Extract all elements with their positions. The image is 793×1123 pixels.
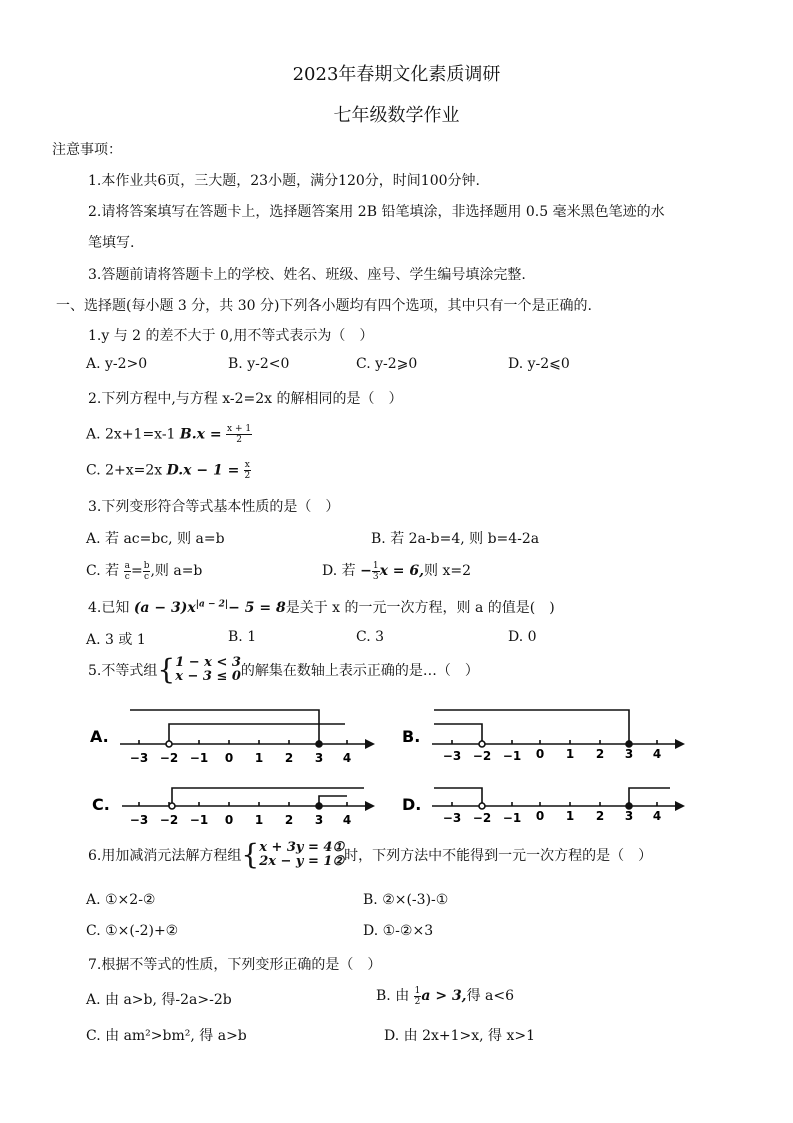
option-label-c: C. <box>92 795 110 814</box>
q7-option-b <box>376 985 514 1007</box>
tick-label: −3 <box>129 751 149 765</box>
q3-d-suffix: 则 x=2 <box>424 563 471 579</box>
q4-expression-rest: − 5 = 8 <box>228 600 286 616</box>
q5-system <box>175 656 241 684</box>
notes-heading: 注意事项： <box>52 142 122 158</box>
q6-system <box>259 841 344 869</box>
q2-option-b-prefix: B.x = <box>179 426 222 443</box>
q1-option-a: A. y-2>0 <box>86 356 148 372</box>
minus-sign: − <box>360 563 372 579</box>
b-open-point <box>479 741 485 747</box>
q2-option-c-d <box>86 460 251 481</box>
fraction-denominator: c <box>124 571 130 582</box>
d-open-point <box>479 803 485 809</box>
tick-label: −1 <box>189 751 209 765</box>
tick-label: −1 <box>189 813 209 827</box>
q6-suffix: 时，下列方法中不能得到一元一次方程的是（ ） <box>344 848 653 864</box>
note-2-cont: 笔填写. <box>88 235 135 251</box>
q1-option-b: B. y-2<0 <box>228 356 290 372</box>
fraction-denominator: c <box>144 571 150 582</box>
tick-label: −3 <box>442 749 462 763</box>
q3-c-prefix: C. 若 <box>86 563 120 579</box>
tick-label: −3 <box>129 813 149 827</box>
q3-c-suffix: ,则 a=b <box>150 563 203 579</box>
q6-option-b: B. ②×(-3)-① <box>363 892 449 908</box>
q3-option-a: A. 若 ac=bc, 则 a=b <box>86 531 225 547</box>
q4-option-a: A. 3 或 1 <box>86 632 146 648</box>
q6-option-d: D. ①-②×3 <box>363 923 434 939</box>
b-bar-left <box>434 724 482 744</box>
arrow-a-icon <box>365 739 375 749</box>
q4-prefix: 4.已知 <box>88 600 130 616</box>
q5-suffix: 的解集在数轴上表示正确的是…（ ） <box>240 663 479 679</box>
equals-sign: = <box>130 563 143 579</box>
fraction-denominator: 2 <box>244 471 251 481</box>
option-label-a: A. <box>90 727 109 746</box>
q3-d-prefix: D. 若 <box>322 563 356 579</box>
tick-label: 4 <box>342 751 352 765</box>
q6-option-c: C. ①×(-2)+② <box>86 923 179 939</box>
q2-option-d-fraction <box>244 460 251 481</box>
d-bar-right <box>629 788 670 806</box>
q5-line-2: x − 3 ≤ 0 <box>175 669 241 684</box>
q5-line-1: 1 − x < 3 <box>175 655 241 670</box>
option-label-d: D. <box>402 795 422 814</box>
exam-title: 2023年春期文化素质调研 <box>292 64 501 85</box>
q4-option-b: B. 1 <box>228 629 257 645</box>
note-2: 2.请将答案填写在答题卡上，选择题答案用 2B 铅笔填涂，非选择题用 0.5 毫米黑色笔迹的水 <box>88 204 665 220</box>
tick-label: −2 <box>472 811 492 825</box>
tick-label: 1 <box>565 809 575 823</box>
q6-line-1: x + 3y = 4① <box>259 840 345 855</box>
tick-label: −2 <box>159 751 179 765</box>
exam-subtitle: 七年级数学作业 <box>333 105 460 126</box>
question-6-stem <box>88 838 653 871</box>
d-bar-left <box>434 788 482 806</box>
brace-icon: { <box>157 653 176 686</box>
arrow-d-icon <box>675 801 685 811</box>
tick-label: 1 <box>565 747 575 761</box>
note-3: 3.答题前请将答题卡上的学校、姓名、班级、座号、学生编号填涂完整. <box>88 267 526 283</box>
question-7-stem: 7.根据不等式的性质，下列变形正确的是（ ） <box>88 957 382 973</box>
q1-option-c: C. y-2⩾0 <box>356 356 418 372</box>
fraction-numerator: a <box>124 560 130 571</box>
c-open-point <box>169 803 175 809</box>
tick-label: 4 <box>342 813 352 827</box>
q2-option-d-prefix: D.x − 1 = <box>166 462 240 479</box>
fraction-numerator: 1 <box>372 560 379 571</box>
a-bar-upper <box>130 710 319 744</box>
q4-suffix: 是关于 x 的一元一次方程，则 a 的值是( ) <box>285 600 555 616</box>
tick-label: 0 <box>224 813 234 827</box>
tick-label: −2 <box>472 749 492 763</box>
tick-label: 0 <box>224 751 234 765</box>
arrow-b-icon <box>675 739 685 749</box>
question-2-stem: 2.下列方程中,与方程 x-2=2x 的解相同的是（ ） <box>88 391 403 407</box>
q3-option-b: B. 若 2a-b=4, 则 b=4-2a <box>371 531 540 547</box>
fraction-denominator: 2 <box>414 996 421 1007</box>
q3-d-expression: x = 6, <box>379 563 425 579</box>
q6-option-a: A. ①×2-② <box>86 892 156 908</box>
q4-option-c: C. 3 <box>356 629 385 645</box>
b-bar-right <box>434 710 629 744</box>
q7-b-prefix: B. 由 <box>376 988 410 1004</box>
q4-expression: (a − 3)x <box>133 600 196 616</box>
tick-label: 3 <box>314 751 324 765</box>
arrow-c-icon <box>365 801 375 811</box>
fraction-denominator: 2 <box>236 435 242 445</box>
tick-label: −2 <box>159 813 179 827</box>
q3-option-d <box>322 560 471 582</box>
tick-label: 3 <box>624 747 634 761</box>
tick-label: 2 <box>284 751 294 765</box>
tick-label: −1 <box>502 811 522 825</box>
tick-label: 4 <box>652 747 662 761</box>
section-heading: 一、选择题(每小题 3 分，共 30 分)下列各小题均有四个选项，其中只有一个是正确的. <box>56 298 592 314</box>
q4-exponent: |a − 2| <box>195 599 229 610</box>
q6-prefix: 6.用加减消元法解方程组 <box>88 848 242 864</box>
q7-option-d: D. 由 2x+1>x, 得 x>1 <box>384 1028 536 1044</box>
question-4-stem <box>88 597 555 617</box>
question-3-stem: 3.下列变形符合等式基本性质的是（ ） <box>88 499 340 515</box>
q4-option-d: D. 0 <box>508 629 537 645</box>
q2-option-a: A. 2x+1=x-1 <box>86 426 176 443</box>
tick-label: 2 <box>595 809 605 823</box>
tick-label: 0 <box>535 809 545 823</box>
fraction-numerator: 1 <box>414 985 421 996</box>
tick-label: 3 <box>624 809 634 823</box>
q3-c-fraction-1 <box>124 561 131 582</box>
tick-label: 4 <box>652 809 662 823</box>
tick-label: −3 <box>442 811 462 825</box>
q7-option-a: A. 由 a>b, 得-2a>-2b <box>86 992 232 1008</box>
fraction-numerator: x + 1 <box>227 424 252 434</box>
tick-label: −1 <box>502 749 522 763</box>
c-bar-long <box>172 788 364 806</box>
a-open-point <box>166 741 172 747</box>
c-bar-short <box>319 796 347 806</box>
q2-option-b-fraction <box>226 424 252 445</box>
a-closed-point <box>316 741 322 747</box>
brace-icon: { <box>241 838 260 871</box>
note-1: 1.本作业共6页，三大题，23小题，满分120分，时间100分钟. <box>88 173 480 189</box>
q3-option-c <box>86 560 202 582</box>
q1-option-d: D. y-2⩽0 <box>508 356 570 372</box>
tick-label: 0 <box>535 747 545 761</box>
option-label-b: B. <box>402 727 421 746</box>
number-line-figures <box>0 700 793 830</box>
fraction-numerator: b <box>143 560 150 571</box>
q2-option-a-b <box>86 424 252 445</box>
tick-label: 1 <box>254 813 264 827</box>
tick-label: 1 <box>254 751 264 765</box>
tick-label: 2 <box>595 747 605 761</box>
tick-label: 3 <box>314 813 324 827</box>
q6-line-2: 2x − y = 1② <box>259 854 345 869</box>
q7-b-suffix: 得 a<6 <box>466 988 514 1004</box>
fraction-denominator: 3 <box>372 571 379 582</box>
q7-option-c: C. 由 am²>bm², 得 a>b <box>86 1028 247 1044</box>
question-5-stem <box>88 653 479 686</box>
tick-label: 2 <box>284 813 294 827</box>
q2-option-c: C. 2+x=2x <box>86 462 163 479</box>
c-closed-point <box>316 803 322 809</box>
q7-b-expression: a > 3, <box>421 988 467 1004</box>
question-1-stem: 1.y 与 2 的差不大于 0,用不等式表示为（ ） <box>88 328 374 344</box>
fraction-numerator: x <box>244 460 250 470</box>
q5-prefix: 5.不等式组 <box>88 663 158 679</box>
q3-d-fraction <box>372 561 380 582</box>
